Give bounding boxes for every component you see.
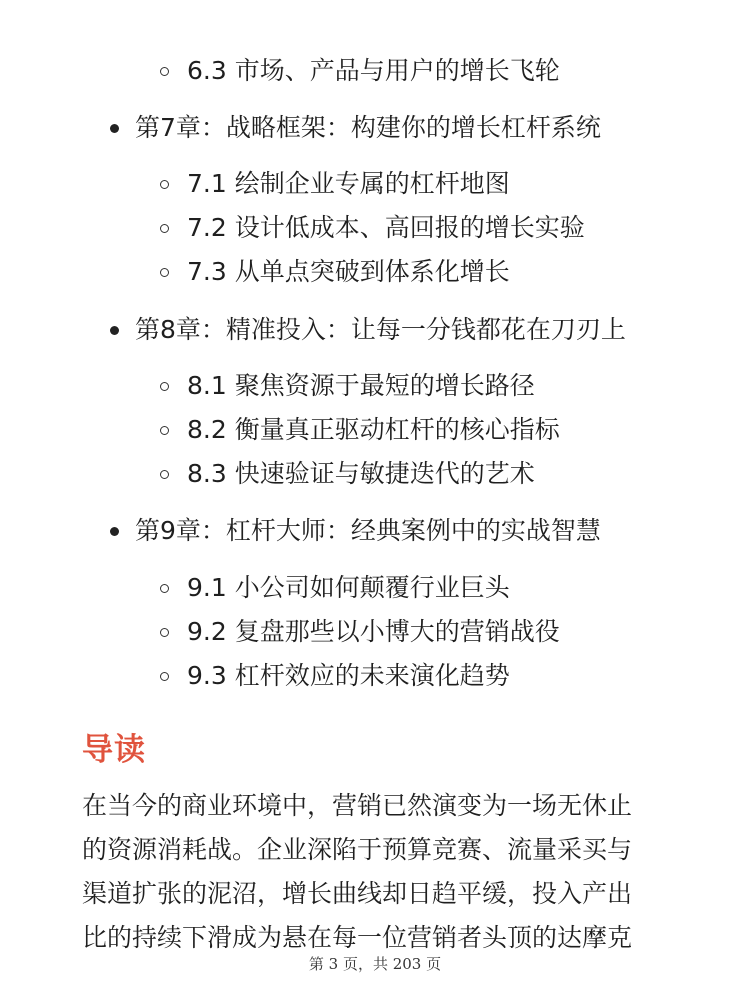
toc-item-text: 8.2 衡量真正驱动杠杆的核心指标 [187,415,560,444]
toc-chapter-item [110,511,601,551]
toc-item-text: 6.3 市场、产品与用户的增长飞轮 [187,56,560,85]
paragraph-line: 的资源消耗战。企业深陷于预算竞赛、流量采买与 [82,835,633,864]
toc-item-text: 8.1 聚焦资源于最短的增长路径 [187,371,535,400]
toc-section-item [160,568,510,608]
toc-section-item [160,252,510,292]
paragraph-line: 比的持续下滑成为悬在每一位营销者头顶的达摩克 [82,923,633,952]
toc-item-text: 第8章：精准投入：让每一分钱都花在刀刃上 [135,315,626,344]
paragraph-line: 在当今的商业环境中，营销已然演变为一场无休止 [82,791,633,820]
hollow-bullet-icon [160,224,169,233]
toc-item-text: 9.2 复盘那些以小博大的营销战役 [187,617,560,646]
intro-paragraph [82,784,672,960]
toc-item-text: 7.2 设计低成本、高回报的增长实验 [187,213,585,242]
toc-section-item [160,366,535,406]
hollow-bullet-icon [160,268,169,277]
toc-item-text: 8.3 快速验证与敏捷迭代的艺术 [187,459,535,488]
filled-bullet-icon [110,124,119,133]
paragraph-line: 渠道扩张的泥沼，增长曲线却日趋平缓，投入产出 [82,879,633,908]
toc-section-item [160,51,560,91]
toc-item-text: 7.1 绘制企业专属的杠杆地图 [187,169,510,198]
toc-chapter-item [110,108,601,148]
toc-item-text: 第7章：战略框架：构建你的增长杠杆系统 [135,113,601,142]
page-footer: 第 3 页，共 203 页 [308,955,442,973]
toc-section-item [160,454,535,494]
toc-item-text: 9.1 小公司如何颠覆行业巨头 [187,573,510,602]
toc-section-item [160,612,560,652]
hollow-bullet-icon [160,180,169,189]
hollow-bullet-icon [160,672,169,681]
toc-item-text: 7.3 从单点突破到体系化增长 [187,257,510,286]
hollow-bullet-icon [160,628,169,637]
hollow-bullet-icon [160,67,169,76]
toc-chapter-item [110,310,626,350]
hollow-bullet-icon [160,382,169,391]
intro-heading: 导读 [82,732,146,768]
toc-section-item [160,410,560,450]
toc-section-item [160,164,510,204]
toc-item-text: 第9章：杠杆大师：经典案例中的实战智慧 [135,516,601,545]
filled-bullet-icon [110,326,119,335]
hollow-bullet-icon [160,584,169,593]
hollow-bullet-icon [160,470,169,479]
hollow-bullet-icon [160,426,169,435]
toc-section-item [160,208,585,248]
filled-bullet-icon [110,527,119,536]
toc-item-text: 9.3 杠杆效应的未来演化趋势 [187,661,510,690]
toc-section-item [160,656,510,696]
